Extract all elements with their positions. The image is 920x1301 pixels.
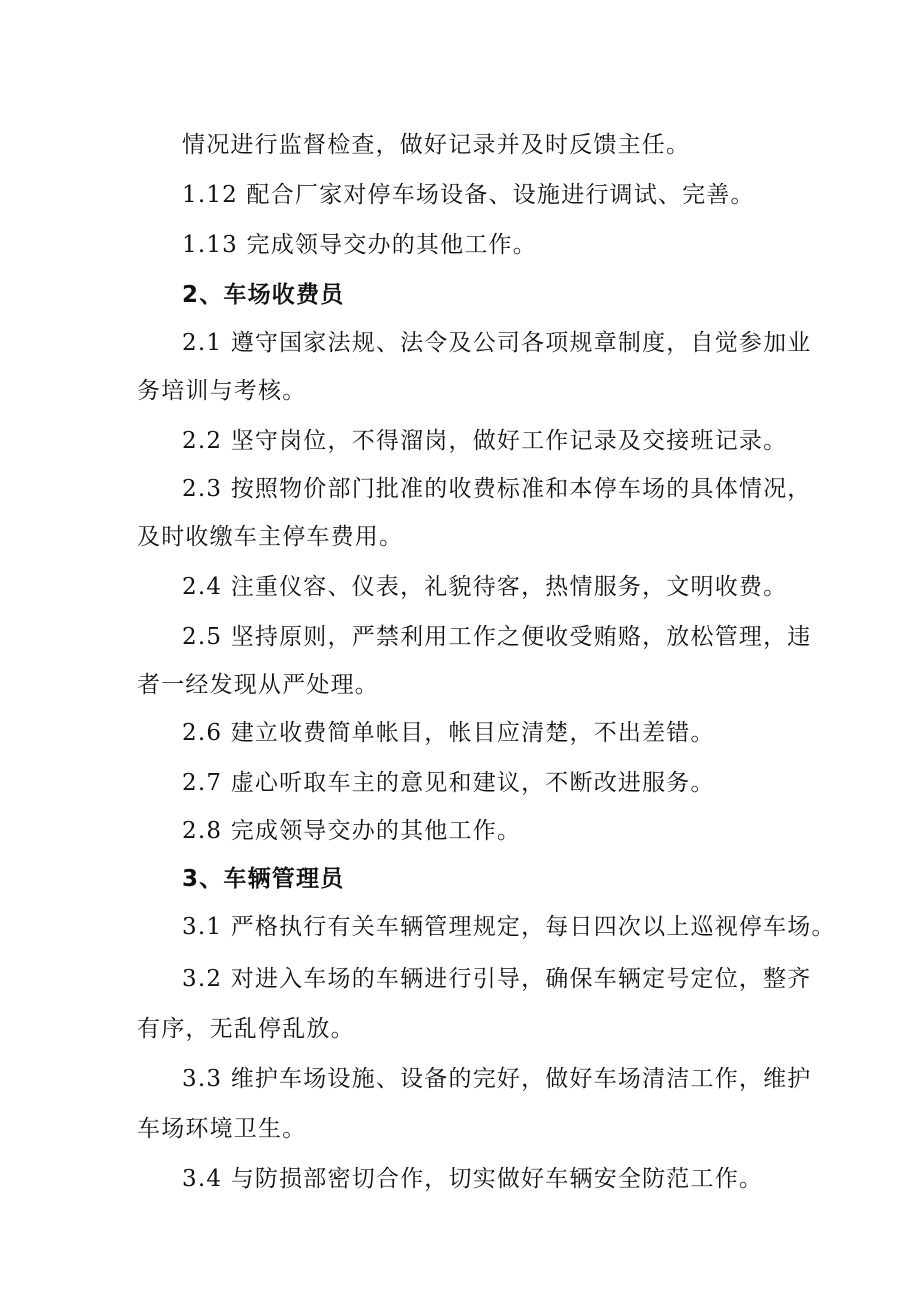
text-line: 情况进行监督检查，做好记录并及时反馈主任。: [182, 132, 691, 158]
text-line: 者一经发现从严处理。: [137, 672, 379, 698]
text-line: 2.2 坚守岗位，不得溜岗，做好工作记录及交接班记录。: [182, 428, 788, 454]
text-line: 3.3 维护车场设施、设备的完好，做好车场清洁工作，维护: [182, 1066, 812, 1092]
text-line: 2.1 遵守国家法规、法令及公司各项规章制度，自觉参加业: [182, 330, 812, 356]
text-line: 1.13 完成领导交办的其他工作。: [182, 232, 537, 258]
text-line: 3.1 严格执行有关车辆管理规定，每日四次以上巡视停车场。: [182, 914, 836, 940]
text-line: 2.6 建立收费简单帐目，帐目应清楚，不出差错。: [182, 720, 715, 746]
text-line: 车场环境卫生。: [137, 1116, 307, 1142]
text-line: 2.5 坚持原则，严禁利用工作之便收受贿赂，放松管理，违: [182, 624, 812, 650]
text-line: 有序，无乱停乱放。: [137, 1016, 355, 1042]
text-line: 2.7 虚心听取车主的意见和建议，不断改进服务。: [182, 770, 715, 796]
text-line: 2.8 完成领导交办的其他工作。: [182, 818, 522, 844]
section-heading: 3、车辆管理员: [182, 866, 345, 892]
text-line: 2.3 按照物价部门批准的收费标准和本停车场的具体情况，: [182, 476, 812, 502]
text-line: 2.4 注重仪容、仪表，礼貌待客，热情服务，文明收费。: [182, 574, 788, 600]
text-line: 1.12 配合厂家对停车场设备、设施进行调试、完善。: [182, 182, 755, 208]
text-line: 3.4 与防损部密切合作，切实做好车辆安全防范工作。: [182, 1166, 764, 1192]
text-line: 务培训与考核。: [137, 378, 307, 404]
text-line: 及时收缴车主停车费用。: [137, 524, 404, 550]
section-heading: 2、车场收费员: [182, 282, 345, 308]
text-line: 3.2 对进入车场的车辆进行引导，确保车辆定号定位，整齐: [182, 966, 812, 992]
